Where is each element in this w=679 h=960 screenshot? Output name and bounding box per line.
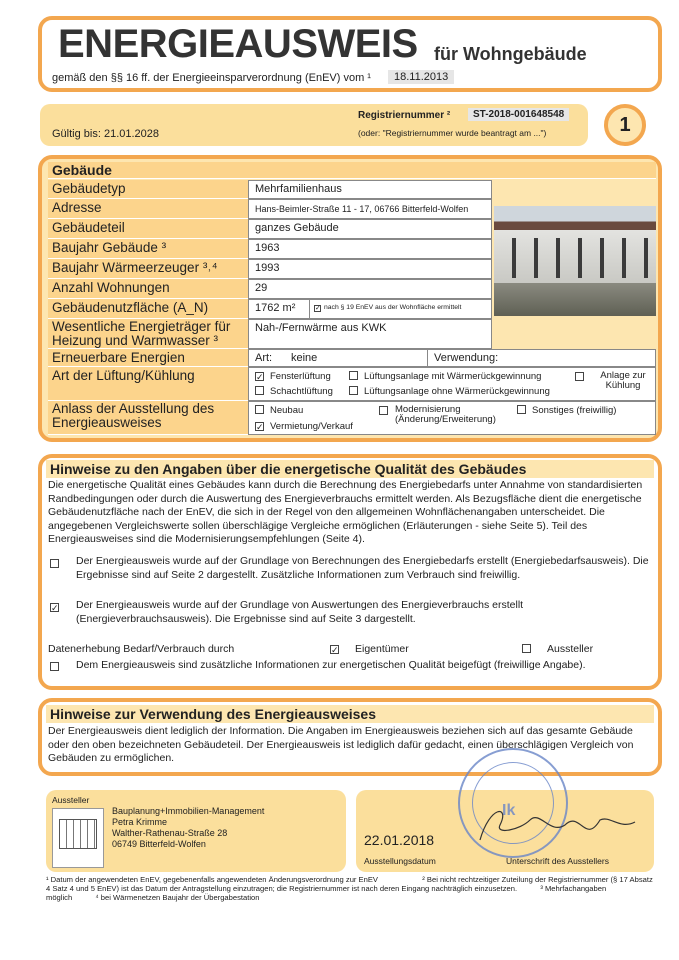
- value-baujahr-gebaeude: 1963: [248, 239, 492, 259]
- page-number-badge: 1: [604, 104, 646, 146]
- regulation-text: gemäß den §§ 16 ff. der Energieeinsparverordnung (EnEV) vom ¹: [52, 72, 371, 84]
- issuer-street: Walther-Rathenau-Straße 28: [112, 828, 228, 838]
- occasion-neubau[interactable]: [255, 405, 303, 416]
- option-text: Lüftungsanlage ohne Wärmerückgewinnung: [364, 386, 550, 397]
- footnote-4: ⁴ bei Wärmenetzen Baujahr der Übergabestation: [95, 893, 260, 902]
- building-photo: [494, 206, 656, 316]
- checkbox-icon[interactable]: [522, 644, 531, 653]
- nutzflaeche-note-text: nach § 19 EnEV aus der Wohnfläche ermittelt: [324, 304, 462, 311]
- issuer-name: Petra Krimme: [112, 817, 168, 827]
- option-text: Lüftungsanlage mit Wärmerückgewinnung: [364, 371, 542, 382]
- registration-note: (oder: "Registriernummer wurde beantragt am ..."): [358, 128, 547, 138]
- value-energietraeger: Nah-/Fernwärme aus KWK: [248, 319, 492, 349]
- nutzflaeche-value: 1762 m²: [255, 302, 296, 314]
- label-nutzflaeche: Gebäudenutzfläche (A_N): [48, 299, 248, 319]
- checkbox-icon[interactable]: [349, 386, 358, 395]
- option-text: Eigentümer: [355, 643, 409, 655]
- checkbox-checked-icon[interactable]: ✓: [256, 372, 264, 382]
- footnotes: [46, 875, 654, 902]
- option-text: Schachtlüftung: [270, 386, 333, 397]
- registration-bar: [40, 104, 588, 146]
- option-text: Anlage zur Kühlung: [600, 370, 646, 391]
- notes-title: Hinweise zu den Angaben über die energetische Qualität des Gebäudes: [46, 460, 654, 478]
- doc-title: ENERGIEAUSWEIS: [58, 22, 418, 66]
- notes-intro: Die energetische Qualität eines Gebäudes kann durch die Berechnung des Energiebedarfs unter Annahme von standardisierten Randbedingungen oder durch die Auswertung des Energieverbrauchs ermittelt werden. Als Bezugsfläche dient die energetische Gebäudenutzfläche nach der EnEV, die sich in der Regel von den allgemeinen Wohnflächenangaben unterscheidet. Die angegebenen Vergleichswerte sollen überschlägige Vergleiche ermöglichen (Erläuterungen - siehe Seite 5). Teil des Energieausweises sind die Modernisierungsempfehlungen (Seite 4).: [48, 479, 643, 545]
- label-baujahr-waermeerzeuger: Baujahr Wärmeerzeuger ³˒⁴: [48, 259, 248, 279]
- checkbox-icon[interactable]: [255, 405, 264, 414]
- vent-kuehlung[interactable]: [575, 371, 655, 391]
- occasion-vermietung[interactable]: [255, 421, 353, 432]
- value-erneuerbare: [248, 349, 656, 367]
- issuer-box: [46, 790, 346, 872]
- occasion-sonstiges[interactable]: [517, 405, 616, 416]
- label-energietraeger: Wesentliche Energieträger für Heizung und Warmwasser ³: [48, 319, 248, 349]
- label-lueftung: Art der Lüftung/Kühlung: [48, 367, 248, 401]
- label-anzahl-wohnungen: Anzahl Wohnungen: [48, 279, 248, 299]
- checkbox-checked-icon[interactable]: ✓: [256, 422, 264, 432]
- notes-extra-info: Dem Energieausweis sind zusätzliche Informationen zur energetischen Qualität beigefügt (freiwillige Angabe).: [76, 659, 586, 671]
- usage-text: Der Energieausweis dient lediglich der Information. Die Angaben im Energieausweis beziehen sich auf das gesamte Gebäude oder den oben bezeichneten Gebäudeteil. Der Energieausweis ist lediglich dafür gedacht, einen überschlägigen Vergleich von Gebäuden zu ermöglichen.: [48, 725, 634, 764]
- header-box: [38, 16, 662, 92]
- footnote-3: ³ Mehrfachangaben möglich: [46, 884, 607, 902]
- data-collection-label: Datenerhebung Bedarf/Verbrauch durch: [48, 643, 235, 655]
- vent-fensterlueftung[interactable]: [255, 371, 331, 382]
- value-baujahr-waermeerzeuger: 1993: [248, 259, 492, 279]
- renewable-use-label: Verwendung:: [427, 350, 504, 366]
- vent-schacht[interactable]: [255, 386, 333, 397]
- checkbox-icon[interactable]: [349, 371, 358, 380]
- issuer-address: [112, 806, 264, 850]
- option-text: Vermietung/Verkauf: [270, 421, 353, 432]
- label-anlass: Anlass der Ausstellung des Energieausweises: [48, 401, 248, 435]
- checkbox-icon[interactable]: [379, 406, 388, 415]
- registration-label: Registriernummer ²: [358, 110, 451, 121]
- value-adresse: Hans-Beimler-Straße 11 - 17, 06766 Bitterfeld-Wolfen: [248, 199, 492, 219]
- data-issuer-option[interactable]: [522, 643, 593, 657]
- issuer-company: Bauplanung+Immobilien-Management: [112, 806, 265, 816]
- checkbox-checked-icon[interactable]: ✓: [51, 603, 59, 613]
- label-adresse: Adresse: [48, 199, 248, 219]
- signature-label: Unterschrift des Ausstellers: [506, 856, 609, 866]
- value-nutzflaeche: [248, 299, 492, 319]
- issuer-label: Aussteller: [52, 795, 90, 805]
- doc-subtitle: für Wohngebäude: [434, 44, 587, 64]
- label-baujahr-gebaeude: Baujahr Gebäude ³: [48, 239, 248, 259]
- footnote-1: ¹ Datum der angewendeten EnEV, gegebenenfalls angewendeten Änderungsverordnung zur EnEV: [46, 875, 378, 884]
- label-gebaeudetyp: Gebäudetyp: [48, 180, 248, 199]
- option-text: Fensterlüftung: [270, 371, 331, 382]
- checkbox-icon[interactable]: [517, 405, 526, 414]
- renewable-art-label: Art:: [255, 352, 273, 364]
- usage-title: Hinweise zur Verwendung des Energieausweises: [46, 705, 654, 723]
- notes-option-verbrauch: Der Energieausweis wurde auf der Grundlage von Auswertungen des Energieverbrauchs erstellt (Energieverbrauchsausweis). Die Ergebnisse sind auf Seite 3 dargestellt.: [76, 599, 524, 625]
- nutzflaeche-note: [309, 300, 465, 318]
- value-anlass: [248, 401, 656, 435]
- option-text: Neubau: [270, 405, 304, 416]
- checkbox-icon[interactable]: [50, 559, 59, 568]
- issuer-logo: [52, 808, 104, 868]
- official-stamp: Ik: [458, 748, 568, 858]
- renewable-art: keine: [291, 352, 318, 364]
- signature: [470, 800, 640, 850]
- value-anzahl-wohnungen: 29: [248, 279, 492, 299]
- issue-date: 22.01.2018: [364, 832, 435, 848]
- option-text: Sonstiges (freiwillig): [532, 405, 617, 416]
- building-title: Gebäude: [48, 162, 656, 179]
- data-owner-option[interactable]: [330, 643, 409, 657]
- value-gebaeudetyp: Mehrfamilienhaus: [248, 180, 492, 199]
- footnote-2: ² Bei nicht rechtzeitiger Zuteilung der Registriernummer (§ 17 Absatz 4 Satz 4 und 5 EnEV) ist das Datum der Antragstellung einzutragen; die Registriernummer ist nach deren Eingang nachträglich einzusetzen.: [46, 875, 653, 893]
- option-text: Aussteller: [547, 643, 594, 655]
- checkbox-icon[interactable]: [255, 386, 264, 395]
- label-erneuerbare: Erneuerbare Energien: [48, 349, 248, 367]
- label-gebaeudeteil: Gebäudeteil: [48, 219, 248, 239]
- registration-number: ST-2018-001648548: [468, 108, 569, 121]
- option-text: Modernisierung (Änderung/Erweiterung): [395, 404, 496, 425]
- issue-date-label: Ausstellungsdatum: [364, 856, 436, 866]
- notes-option-bedarf: Der Energieausweis wurde auf der Grundlage von Berechnungen des Energiebedarfs erstellt (Energiebedarfsausweis). Die Ergebnisse sind auf Seite 2 dargestellt. Zusätzliche Informationen zum Verbrauch sind freiwillig.: [76, 555, 649, 581]
- checkbox-checked-icon[interactable]: ✓: [315, 305, 321, 312]
- vent-mit-wrg[interactable]: [349, 371, 541, 382]
- checkbox-icon[interactable]: [575, 372, 584, 381]
- enev-date: 18.11.2013: [388, 70, 454, 84]
- value-lueftung: [248, 367, 656, 401]
- value-gebaeudeteil: ganzes Gebäude: [248, 219, 492, 239]
- vent-ohne-wrg[interactable]: [349, 386, 550, 397]
- checkbox-checked-icon[interactable]: ✓: [331, 645, 339, 655]
- checkbox-icon[interactable]: [50, 662, 59, 671]
- issuer-city: 06749 Bitterfeld-Wolfen: [112, 839, 206, 849]
- occasion-modernisierung[interactable]: [379, 405, 509, 425]
- valid-until: Gültig bis: 21.01.2028: [52, 128, 160, 140]
